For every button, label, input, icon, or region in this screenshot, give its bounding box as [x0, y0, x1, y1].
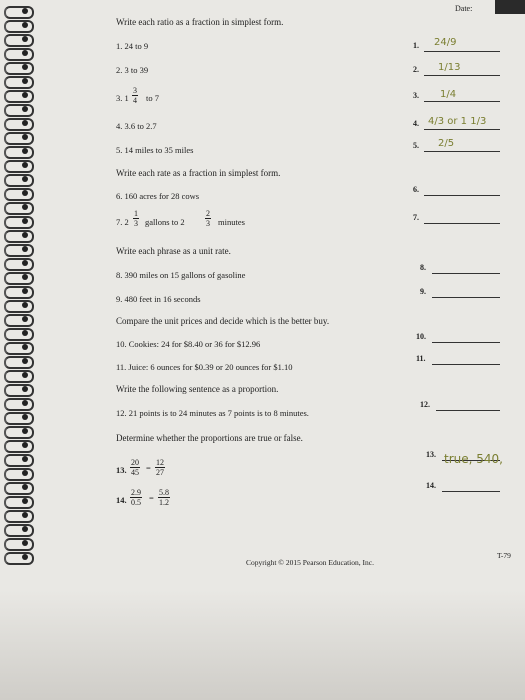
binding-hole — [22, 428, 28, 434]
spiral-binding — [0, 0, 34, 700]
problem-3-fraction — [132, 86, 138, 105]
answer-blank-9[interactable] — [432, 297, 500, 298]
problem-11: 11. Juice: 6 ounces for $0.39 or 20 ounces for $1.10 — [116, 362, 293, 372]
section-rate-heading: Write each rate as a fraction in simplest form. — [116, 168, 281, 178]
binding-hole — [22, 92, 28, 98]
section-unit-rate-heading: Write each phrase as a unit rate. — [116, 246, 231, 256]
problem-10: 10. Cookies: 24 for $8.40 or 36 for $12.96 — [116, 339, 261, 349]
problem-13-fraction-2 — [155, 458, 165, 477]
answer-blank-11[interactable] — [432, 364, 500, 365]
copyright-notice: Copyright © 2015 Pearson Education, Inc. — [246, 558, 374, 567]
answer-number-1: 1. — [413, 41, 419, 50]
problem-13-fraction-1 — [130, 458, 140, 477]
problem-14-equals: = — [149, 493, 154, 503]
binding-ring — [4, 342, 34, 355]
binding-ring — [4, 90, 34, 103]
binding-ring — [4, 20, 34, 33]
binding-hole — [22, 386, 28, 392]
binding-ring — [4, 328, 34, 341]
binding-ring — [4, 426, 34, 439]
problem-7-prefix: 7. 2 — [116, 217, 129, 227]
background-corner — [495, 0, 525, 14]
binding-ring — [4, 160, 34, 173]
binding-hole — [22, 456, 28, 462]
binding-ring — [4, 6, 34, 19]
fraction-denominator: 3 — [206, 219, 210, 228]
problem-8: 8. 390 miles on 15 gallons of gasoline — [116, 270, 246, 280]
fraction-numerator: 2.9 — [131, 488, 141, 497]
binding-hole — [22, 414, 28, 420]
answer-number-5: 5. — [413, 141, 419, 150]
handwritten-answer-3: 1/4 — [440, 89, 457, 100]
fraction-numerator: 3 — [133, 86, 137, 95]
answer-number-8: 8. — [420, 263, 426, 272]
binding-ring — [4, 286, 34, 299]
problem-14-fraction-2 — [158, 488, 170, 507]
answer-blank-4[interactable] — [424, 129, 500, 130]
answer-blank-10[interactable] — [432, 342, 500, 343]
binding-hole — [22, 8, 28, 14]
answer-blank-8[interactable] — [432, 273, 500, 274]
binding-hole — [22, 302, 28, 308]
fraction-denominator: 45 — [131, 468, 139, 477]
binding-hole — [22, 512, 28, 518]
binding-hole — [22, 288, 28, 294]
binding-hole — [22, 246, 28, 252]
answer-number-10: 10. — [416, 332, 426, 341]
answer-blank-5[interactable] — [424, 151, 500, 152]
binding-hole — [22, 470, 28, 476]
binding-hole — [22, 204, 28, 210]
answer-number-9: 9. — [420, 287, 426, 296]
binding-hole — [22, 540, 28, 546]
binding-ring — [4, 454, 34, 467]
binding-hole — [22, 316, 28, 322]
binding-hole — [22, 134, 28, 140]
binding-ring — [4, 34, 34, 47]
answer-number-2: 2. — [413, 65, 419, 74]
problem-7-middle: gallons to 2 — [145, 217, 185, 227]
binding-hole — [22, 358, 28, 364]
problem-4: 4. 3.6 to 2.7 — [116, 121, 157, 131]
page-shadow — [0, 590, 525, 700]
problem-2: 2. 3 to 39 — [116, 65, 149, 75]
binding-ring — [4, 146, 34, 159]
binding-ring — [4, 314, 34, 327]
problem-3-suffix: to 7 — [146, 93, 159, 103]
handwritten-answer-4: 4/3 or 1 1/3 — [428, 116, 487, 127]
binding-ring — [4, 538, 34, 551]
binding-ring — [4, 230, 34, 243]
fraction-numerator: 5.8 — [159, 488, 169, 497]
answer-blank-3[interactable] — [424, 101, 500, 102]
problem-5: 5. 14 miles to 35 miles — [116, 145, 194, 155]
binding-ring — [4, 524, 34, 537]
binding-ring — [4, 356, 34, 369]
binding-ring — [4, 188, 34, 201]
binding-ring — [4, 174, 34, 187]
binding-hole — [22, 120, 28, 126]
answer-number-4: 4. — [413, 119, 419, 128]
binding-ring — [4, 202, 34, 215]
binding-ring — [4, 272, 34, 285]
binding-ring — [4, 48, 34, 61]
binding-ring — [4, 132, 34, 145]
problem-7-fraction-2 — [205, 209, 211, 228]
binding-hole — [22, 162, 28, 168]
section-ratio-heading: Write each ratio as a fraction in simplest form. — [116, 17, 284, 27]
binding-ring — [4, 258, 34, 271]
problem-1: 1. 24 to 9 — [116, 41, 149, 51]
binding-ring — [4, 440, 34, 453]
binding-hole — [22, 498, 28, 504]
problem-14-label: 14. — [116, 495, 127, 505]
binding-hole — [22, 344, 28, 350]
answer-number-12: 12. — [420, 400, 430, 409]
fraction-denominator: 27 — [156, 468, 164, 477]
binding-hole — [22, 78, 28, 84]
fraction-denominator: 4 — [133, 96, 137, 105]
problem-12: 12. 21 points is to 24 minutes as 7 points is to 8 minutes. — [116, 408, 309, 418]
binding-hole — [22, 372, 28, 378]
binding-ring — [4, 482, 34, 495]
problem-6: 6. 160 acres for 28 cows — [116, 191, 200, 201]
binding-ring — [4, 468, 34, 481]
problem-3-prefix: 3. 1 — [116, 93, 129, 103]
binding-hole — [22, 22, 28, 28]
answer-blank-2[interactable] — [424, 75, 500, 76]
fraction-numerator: 1 — [134, 209, 138, 218]
binding-hole — [22, 526, 28, 532]
binding-ring — [4, 104, 34, 117]
answer-number-6: 6. — [413, 185, 419, 194]
binding-ring — [4, 552, 34, 565]
answer-number-14: 14. — [426, 481, 436, 490]
problem-13-equals: = — [146, 463, 151, 473]
section-compare-heading: Compare the unit prices and decide which is the better buy. — [116, 316, 330, 326]
binding-hole — [22, 190, 28, 196]
binding-ring — [4, 384, 34, 397]
problem-13-label: 13. — [116, 465, 127, 475]
binding-ring — [4, 398, 34, 411]
answer-number-3: 3. — [413, 91, 419, 100]
problem-7-suffix: minutes — [218, 217, 245, 227]
answer-blank-7[interactable] — [424, 223, 500, 224]
answer-number-13: 13. — [426, 450, 436, 459]
page-code: T-79 — [497, 551, 511, 560]
answer-blank-12[interactable] — [436, 410, 500, 411]
handwritten-answer-2: 1/13 — [438, 62, 461, 73]
binding-hole — [22, 36, 28, 42]
answer-number-11: 11. — [416, 354, 426, 363]
section-determine-heading: Determine whether the proportions are true or false. — [116, 433, 303, 443]
binding-ring — [4, 412, 34, 425]
handwritten-answer-1: 24/9 — [434, 37, 457, 48]
answer-number-7: 7. — [413, 213, 419, 222]
binding-hole — [22, 50, 28, 56]
binding-ring — [4, 118, 34, 131]
answer-blank-14[interactable] — [442, 491, 500, 492]
binding-ring — [4, 244, 34, 257]
binding-hole — [22, 218, 28, 224]
binding-hole — [22, 400, 28, 406]
date-label: Date: — [455, 4, 473, 13]
problem-14-fraction-1 — [130, 488, 142, 507]
binding-hole — [22, 176, 28, 182]
answer-blank-6[interactable] — [424, 195, 500, 196]
fraction-numerator: 2 — [206, 209, 210, 218]
binding-hole — [22, 442, 28, 448]
binding-ring — [4, 76, 34, 89]
binding-hole — [22, 274, 28, 280]
binding-hole — [22, 64, 28, 70]
binding-hole — [22, 232, 28, 238]
fraction-denominator: 0.5 — [131, 498, 141, 507]
fraction-numerator: 20 — [131, 458, 139, 467]
answer-blank-1[interactable] — [424, 51, 500, 52]
section-proportion-heading: Write the following sentence as a proportion. — [116, 384, 279, 394]
binding-ring — [4, 216, 34, 229]
binding-ring — [4, 300, 34, 313]
problem-9: 9. 480 feet in 16 seconds — [116, 294, 201, 304]
binding-hole — [22, 260, 28, 266]
fraction-denominator: 1.2 — [159, 498, 169, 507]
handwritten-answer-13: true, 540, — [444, 452, 503, 466]
binding-ring — [4, 496, 34, 509]
binding-ring — [4, 62, 34, 75]
binding-hole — [22, 330, 28, 336]
binding-ring — [4, 370, 34, 383]
binding-hole — [22, 148, 28, 154]
binding-hole — [22, 106, 28, 112]
handwritten-answer-5: 2/5 — [438, 138, 455, 149]
binding-hole — [22, 484, 28, 490]
binding-hole — [22, 554, 28, 560]
binding-ring — [4, 510, 34, 523]
fraction-numerator: 12 — [156, 458, 164, 467]
fraction-denominator: 3 — [134, 219, 138, 228]
problem-7-fraction-1 — [133, 209, 139, 228]
